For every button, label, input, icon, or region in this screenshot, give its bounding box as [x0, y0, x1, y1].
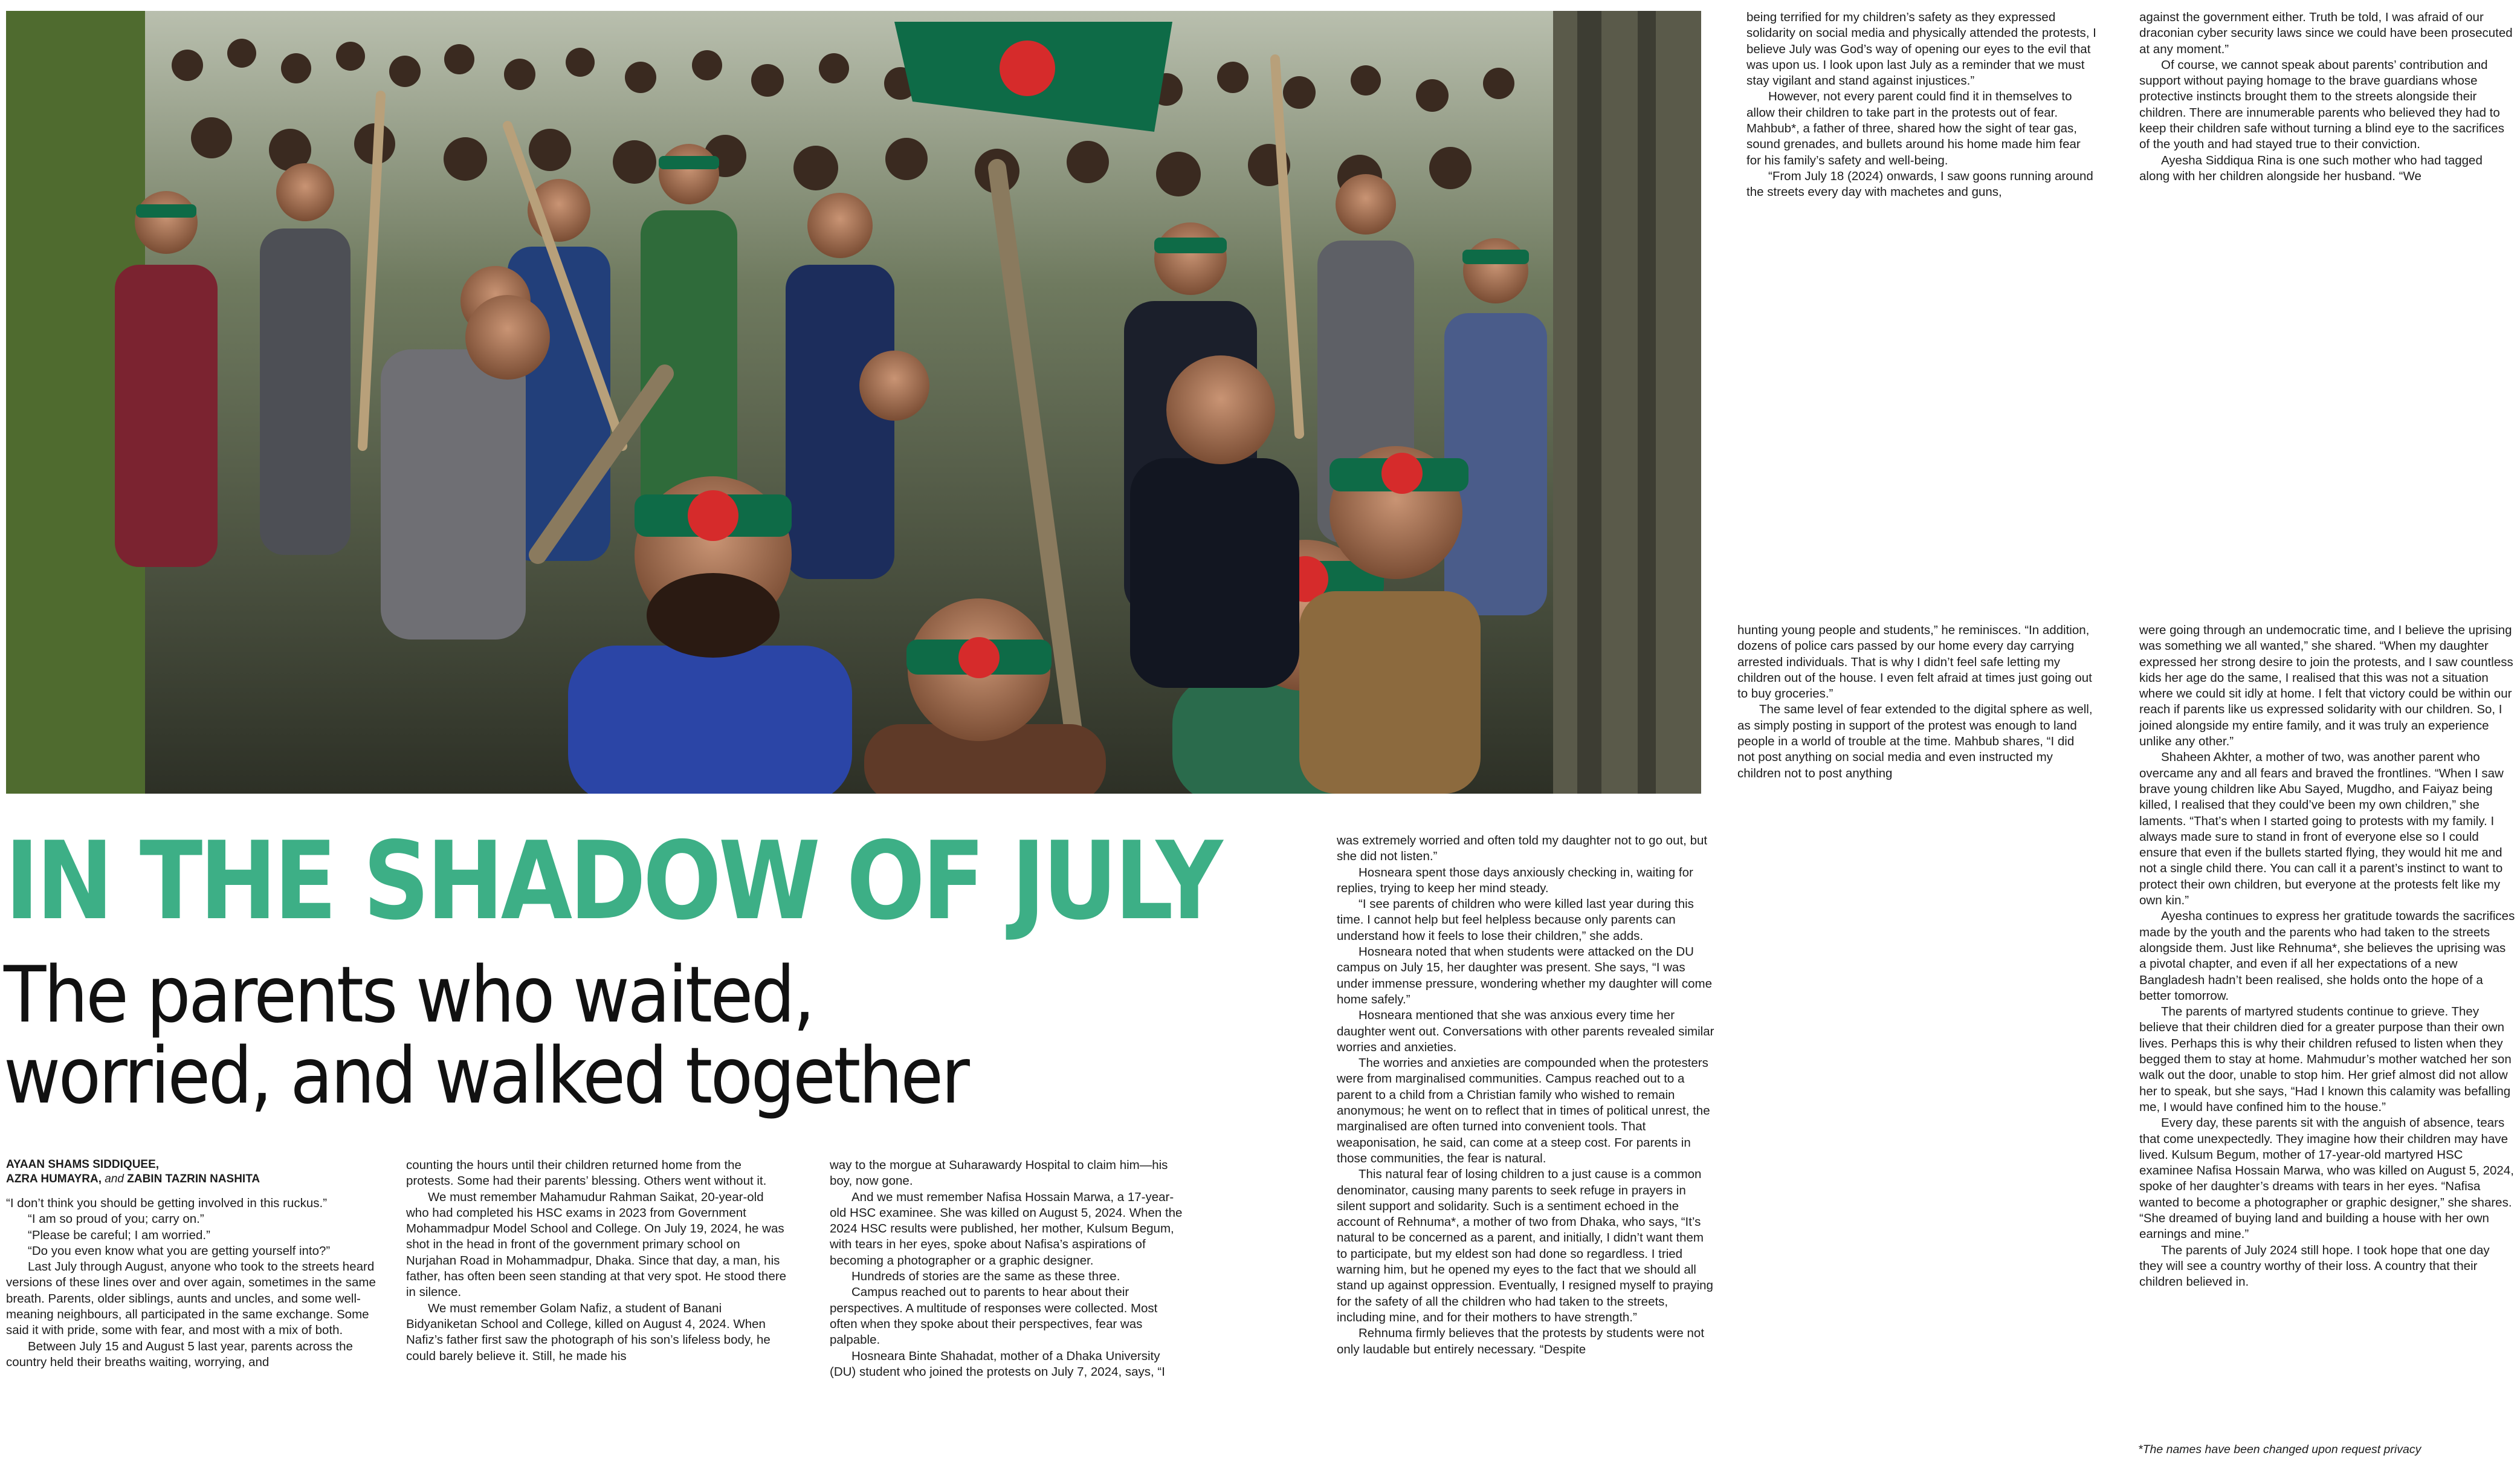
column-5-bottom — [1737, 623, 2094, 782]
paragraph: “Please be careful; I am worried.” — [28, 1228, 210, 1242]
paragraph: The parents of martyred students continue to grieve. They believe that their children died for a greater purpose than their own lives. Perhaps this is why their children refused to listen when they begged them to stay at home. Mahmudur’s mother watched her son walk out the door, unable to stop him. Her grief almost did not allow her to speak, but she says, “Had I known this calamity was befalling me, I would have confined him to the house.” — [2139, 1005, 2512, 1114]
paragraph: Hosneara noted that when students were attacked on the DU campus on July 15, her daughter was present. She says, “I was under immense pressure, wondering whether my daughter will come home safely.” — [1337, 945, 1712, 1006]
protest-photo — [6, 11, 1701, 794]
byline-line-2 — [6, 1172, 393, 1187]
paragraph: Hosneara mentioned that she was anxious every time her daughter went out. Conversations with other parents revealed similar worries and anxieties. — [1337, 1008, 1714, 1054]
paragraph: We must remember Golam Nafiz, a student of Banani Bidyaniketan School and College, killed on August 4, 2024. When Nafiz’s father first saw the photograph of his son’s lifeless body, he could barely believe it. Still, he made his — [406, 1301, 771, 1363]
paragraph: “I don’t think you should be getting involved in this ruckus.” — [6, 1196, 328, 1210]
paragraph: And we must remember Nafisa Hossain Marwa, a 17-year-old HSC examinee. She was killed on August 5, 2024. When the 2024 HSC results were published, her mother, Kulsum Begum, with tears in her eyes, spoke about Nafisa’s aspirations of becoming a photographer or a graphic designer. — [830, 1190, 1183, 1268]
column-6-top — [2139, 10, 2515, 184]
subheadline-line-1: The parents who waited, — [4, 950, 813, 1040]
column-1 — [6, 1196, 388, 1370]
subheadline — [4, 950, 1037, 1121]
paragraph: Hundreds of stories are the same as these three. — [851, 1269, 1120, 1284]
paragraph: We must remember Mahamudur Rahman Saikat, 20-year-old who had completed his HSC exams in 2023 from Government Mohammadpur Model School and College. On July 19, 2024, he was shot in the head in front of the government primary school on Nurjahan Road in Mohammadpur, Dhaka. Since that day, a man, his father, has often been seen standing at that very spot. He stood there in silence. — [406, 1190, 787, 1300]
paragraph: Campus reached out to parents to hear about their perspectives. A multitude of responses were collected. Most often when they spoke about their perspectives, fear was palpable. — [830, 1285, 1158, 1347]
paragraph: The parents of July 2024 still hope. I took hope that one day they will see a country worthy of their loss. A country that their children believed in. — [2139, 1243, 2490, 1289]
paragraph: against the government either. Truth be told, I was afraid of our draconian cyber security laws since we could have been prosecuted at any moment.” — [2139, 10, 2513, 56]
byline-author-2: AZRA HUMAYRA, — [6, 1173, 102, 1185]
byline — [6, 1158, 393, 1187]
paragraph: Ayesha continues to express her gratitude towards the sacrifices made by the youth and the parents who had taken to the streets alongside them. Just like Rehnuma*, she believes the uprising was a pivotal chapter, and even if all her expectations of a new Bangladesh hadn’t been realised, she holds onto the hope of a better tomorrow. — [2139, 909, 2515, 1003]
footnote: *The names have been changed upon request privacy — [2138, 1443, 2421, 1456]
subheadline-line-2: worried, and walked together — [4, 1031, 968, 1121]
paragraph: The same level of fear extended to the digital sphere as well, as simply posting in support of the protest was enough to land people in a world of trouble at the time. Mahbub shares, “I did not post anything on social media and even instructed my children not to post anything — [1737, 702, 2093, 780]
paragraph: being terrified for my children’s safety as they expressed solidarity on social media and physically attended the protests, I believe July was God’s way of opening our eyes to the evil that was upon us. I look upon last July as a reminder that we must stay vigilant and stand against injustices.” — [1746, 10, 2096, 88]
paragraph: Hosneara Binte Shahadat, mother of a Dhaka University (DU) student who joined the protests on July 7, 2024, says, “I — [830, 1349, 1165, 1379]
paragraph: Of course, we cannot speak about parents’ contribution and support without paying homage to the brave guardians whose protective instincts brought them to the streets alongside their children. There are innumerable parents who believed they had to keep their children safe without turning a blind eye to the sacrifices of the youth and had stayed true to their conviction. — [2139, 57, 2504, 152]
byline-author-3: ZABIN TAZRIN NASHITA — [127, 1173, 260, 1185]
paragraph: Shaheen Akhter, a mother of two, was another parent who overcame any and all fears and braved the frontlines. “When I saw brave young children like Abu Sayed, Mugdho, and Faiyaz being killed, I realised that they could’ve been my own children,” she laments. “That’s when I started going to protests with my family. I always made sure to stand in front of everyone else so I could ensure that even if the bullets started flying, they would hit me and not a single child there. You can call it a parent’s instinct to want to protect their own children, but everyone at the protests felt like my own kin.” — [2139, 750, 2504, 908]
paragraph: Last July through August, anyone who took to the streets heard versions of these lines over and over again, sometimes in the same breath. Parents, older siblings, aunts and uncles, and some well-meaning neighbours, all participated in the same exchange. Some said it with pride, some with fear, and most with a mix of both. — [6, 1260, 376, 1338]
paragraph: Every day, these parents sit with the anguish of absence, tears that come unexpectedly. They imagine how their children may have lived. Kulsum Begum, mother of 17-year-old martyred HSC examinee Nafisa Hossain Marwa, who was killed on August 5, 2024, spoke of her daughter’s dreams with tears in her eyes. “Nafisa wanted to become a photographer or graphic designer,” she shares. “She dreamed of buying land and building a house with her own earnings and mine.” — [2139, 1116, 2514, 1242]
paragraph: Rehnuma firmly believes that the protests by students were not only laudable but entirely necessary. “Despite — [1337, 1326, 1705, 1356]
column-6-bottom — [2139, 623, 2515, 1290]
paragraph: Ayesha Siddiqua Rina is one such mother who had tagged along with her children alongside her husband. “We — [2139, 153, 2483, 183]
byline-and: and — [105, 1173, 124, 1185]
paragraph: Hosneara spent those days anxiously checking in, waiting for replies, trying to keep her mind steady. — [1337, 865, 1693, 895]
column-2 — [406, 1158, 788, 1364]
paragraph: “From July 18 (2024) onwards, I saw goons running around the streets every day with machetes and guns, — [1746, 169, 2093, 199]
paragraph: hunting young people and students,” he reminisces. “In addition, dozens of police cars passed by our home every day carrying arrested individuals. That is why I didn’t feel safe letting my children out of the house. I even felt afraid at times just going out to buy groceries.” — [1737, 623, 2092, 701]
paragraph: counting the hours until their children returned home from the protests. Some had their parents’ blessing. Others went without it. — [406, 1158, 767, 1188]
paragraph: The worries and anxieties are compounded when the protesters were from marginalised communities. Campus reached out to a parent to a child from a Christian family who wished to remain anonymous; he went on to reflect that in times of political unrest, the marginalised are often turned into convenient tools. That weaponisation, he said, can come at a steep cost. For parents in those communities, the fear is natural. — [1337, 1056, 1710, 1165]
paragraph: However, not every parent could find it in themselves to allow their children to take part in the protests out of fear. Mahbub*, a father of three, shared how the sight of tear gas, sound grenades, and bullets around his home made him fear for his family’s safety and well-being. — [1746, 89, 2081, 167]
paragraph: were going through an undemocratic time, and I believe the uprising was something we all wanted,” she shared. “When my daughter expressed her strong desire to join the protests, and I saw countless kids her age do the same, I realised that this was not a situation where we could sit idly at home. I felt that victory could be within our reach if parents like us expressed solidarity with our children. So, I joined alongside my entire family, and it was truly an experience unlike any other.” — [2139, 623, 2513, 749]
paragraph: This natural fear of losing children to a just cause is a common denominator, causing many parents to seek refuge in prayers in silent support and solidarity. Such is a sentiment echoed in the account of Rehnuma*, a mother of two from Dhaka, who says, “It’s natural to be concerned as a parent, and initially, I didn’t want them to participate, but my eldest son had done so regardless. I tried warning him, but he opened my eyes to the fact that we should all stand up against oppression. Eventually, I resigned myself to praying for the safety of all the children who had taken to the streets, including mine, and for their mothers to have strength.” — [1337, 1167, 1713, 1324]
paragraph: Between July 15 and August 5 last year, parents across the country held their breaths waiting, worrying, and — [6, 1339, 353, 1369]
crowd-illustration — [6, 11, 1701, 794]
column-4 — [1337, 833, 1714, 1358]
paragraph: “I am so proud of you; carry on.” — [28, 1212, 204, 1226]
column-5-top — [1746, 10, 2097, 201]
paragraph: “Do you even know what you are getting yourself into?” — [28, 1243, 331, 1258]
byline-line-1: AYAAN SHAMS SIDDIQUEE, — [6, 1158, 160, 1171]
paragraph: way to the morgue at Suharawardy Hospital to claim him—his boy, now gone. — [830, 1158, 1168, 1188]
paragraph: was extremely worried and often told my daughter not to go out, but she did not listen.” — [1337, 834, 1708, 864]
column-3 — [830, 1158, 1186, 1380]
paragraph: “I see parents of children who were killed last year during this time. I cannot help but feel helpless because only parents can understand how it feels to lose their children,” she adds. — [1337, 897, 1694, 943]
headline: IN THE SHADOW OF JULY — [5, 818, 1220, 944]
